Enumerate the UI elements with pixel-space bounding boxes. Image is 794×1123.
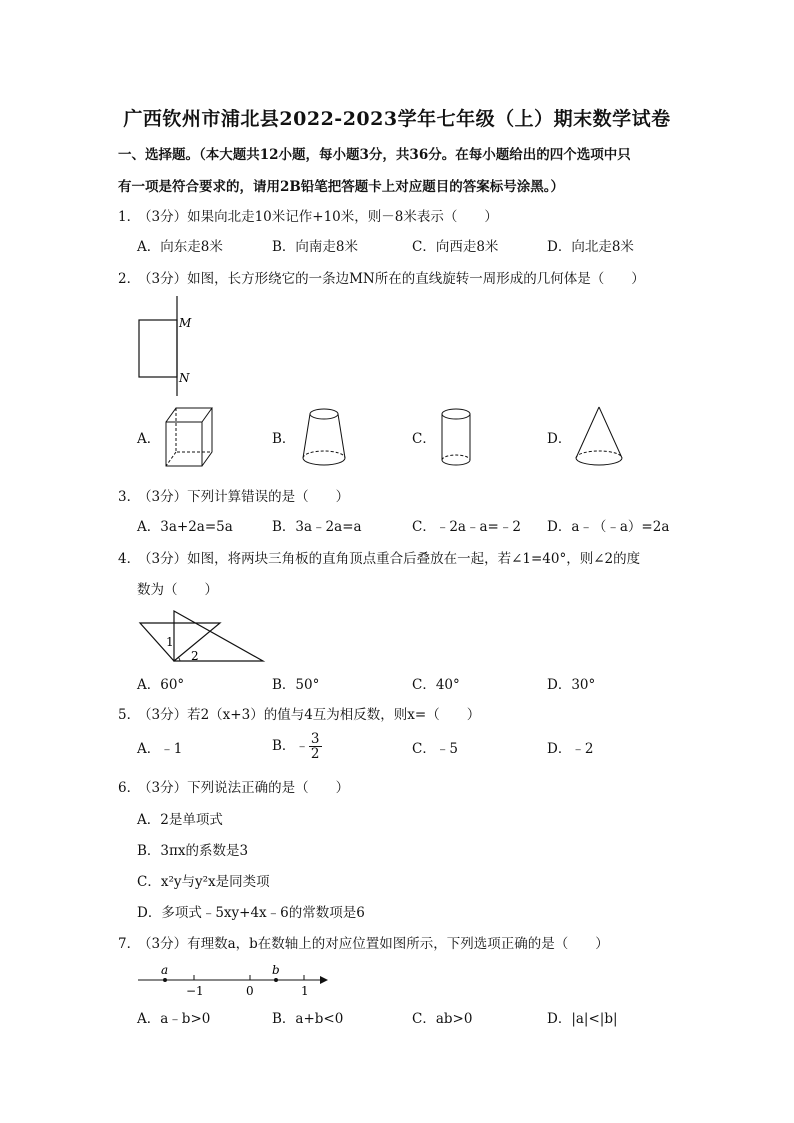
- tick-one: 1: [301, 984, 309, 998]
- page-title: 广西钦州市浦北县2022-2023学年七年级（上）期末数学试卷: [123, 108, 671, 130]
- option-d: D．30°: [547, 677, 596, 693]
- option-b: B．: [272, 431, 296, 447]
- frustum-figure: [298, 404, 350, 468]
- point-b-label: b: [272, 963, 280, 977]
- tick-zero: 0: [246, 984, 254, 998]
- option-b: B．3a﹣2a=a: [272, 519, 362, 535]
- label-m: M: [179, 316, 192, 330]
- option-d: D．a﹣（﹣a）=2a: [547, 519, 670, 535]
- question-6: [118, 779, 698, 797]
- question-5: [118, 706, 698, 724]
- option-c: C．40°: [412, 677, 460, 693]
- cylinder-figure: [437, 404, 475, 468]
- option-c: C．﹣2a﹣a=﹣2: [412, 519, 521, 535]
- question-number: 3．: [118, 489, 141, 505]
- question-number: 7．: [118, 936, 141, 952]
- option-a: A．a﹣b>0: [137, 1011, 211, 1027]
- option-a: A．﹣1: [137, 741, 183, 757]
- option-b: [272, 732, 322, 761]
- question-number: 4．: [118, 551, 141, 567]
- option-d: D．﹣2: [547, 741, 594, 757]
- question-2: [118, 270, 698, 288]
- angle-2-label: 2: [191, 649, 199, 663]
- section-instructions-line2: 有一项是符合要求的，请用2B铅笔把答题卡上对应题目的答案标号涂黑。）: [118, 179, 565, 195]
- question-stem: （3分）如图，长方形绕它的一条边MN所在的直线旋转一周形成的几何体是（ ）: [138, 271, 645, 287]
- fraction-numerator: 3: [310, 731, 320, 747]
- question-stem: （3分）如果向北走10米记作+10米，则－8米表示（ ）: [138, 209, 498, 225]
- option-a: A．2是单项式: [137, 812, 223, 828]
- question-stem: （3分）若2（x+3）的值与4互为相反数，则x=（ ）: [138, 707, 481, 723]
- question-4-continued: 数为（ ）: [137, 582, 218, 598]
- number-line-figure: [136, 962, 336, 1002]
- option-c: C．x²y与y²x是同类项: [137, 874, 270, 890]
- tick-minus-one: −1: [186, 984, 204, 998]
- question-1: [118, 208, 698, 226]
- question-number: 1．: [118, 209, 141, 225]
- option-a: A．60°: [137, 677, 185, 693]
- option-b: B．a+b<0: [272, 1011, 344, 1027]
- question-4: [118, 550, 698, 568]
- option-a: A．3a+2a=5a: [137, 519, 233, 535]
- cuboid-figure: [160, 404, 216, 468]
- option-d: D．向北走8米: [547, 239, 634, 255]
- option-a: A．: [137, 431, 161, 447]
- option-a: A．向东走8米: [137, 239, 223, 255]
- option-b-prefix: B．﹣: [272, 738, 309, 754]
- fraction-denominator: 2: [310, 746, 320, 762]
- option-b: B．50°: [272, 677, 320, 693]
- option-c: C．ab>0: [412, 1011, 473, 1027]
- option-d: D．|a|<|b|: [547, 1011, 618, 1027]
- question-stem: （3分）下列计算错误的是（ ）: [138, 489, 350, 505]
- option-c: C．: [412, 431, 436, 447]
- option-b: B．向南走8米: [272, 239, 359, 255]
- question-3: [118, 488, 698, 506]
- question-stem: （3分）有理数a，b在数轴上的对应位置如图所示，下列选项正确的是（ ）: [138, 936, 609, 952]
- triangle-set-squares-figure: [136, 608, 266, 666]
- fraction: [309, 732, 322, 761]
- question-number: 6．: [118, 780, 141, 796]
- point-a-label: a: [161, 963, 169, 977]
- label-n: N: [179, 371, 190, 385]
- question-7: [118, 935, 698, 953]
- rectangle-mn-figure: [134, 294, 204, 398]
- option-c: C．﹣5: [412, 741, 458, 757]
- cone-figure: [572, 404, 626, 468]
- question-stem: （3分）如图，将两块三角板的直角顶点重合后叠放在一起，若∠1=40°，则∠2的度: [138, 551, 641, 567]
- option-d: D．多项式﹣5xy+4x﹣6的常数项是6: [137, 905, 365, 921]
- angle-1-label: 1: [166, 635, 174, 649]
- section-instructions-line1: 一、选择题。（本大题共12小题，每小题3分，共36分。在每小题给出的四个选项中只: [118, 147, 631, 163]
- option-b: B．3πx的系数是3: [137, 843, 249, 859]
- question-number: 2．: [118, 271, 141, 287]
- question-stem: （3分）下列说法正确的是（ ）: [138, 780, 350, 796]
- option-d: D．: [547, 431, 572, 447]
- option-c: C．向西走8米: [412, 239, 499, 255]
- question-number: 5．: [118, 707, 141, 723]
